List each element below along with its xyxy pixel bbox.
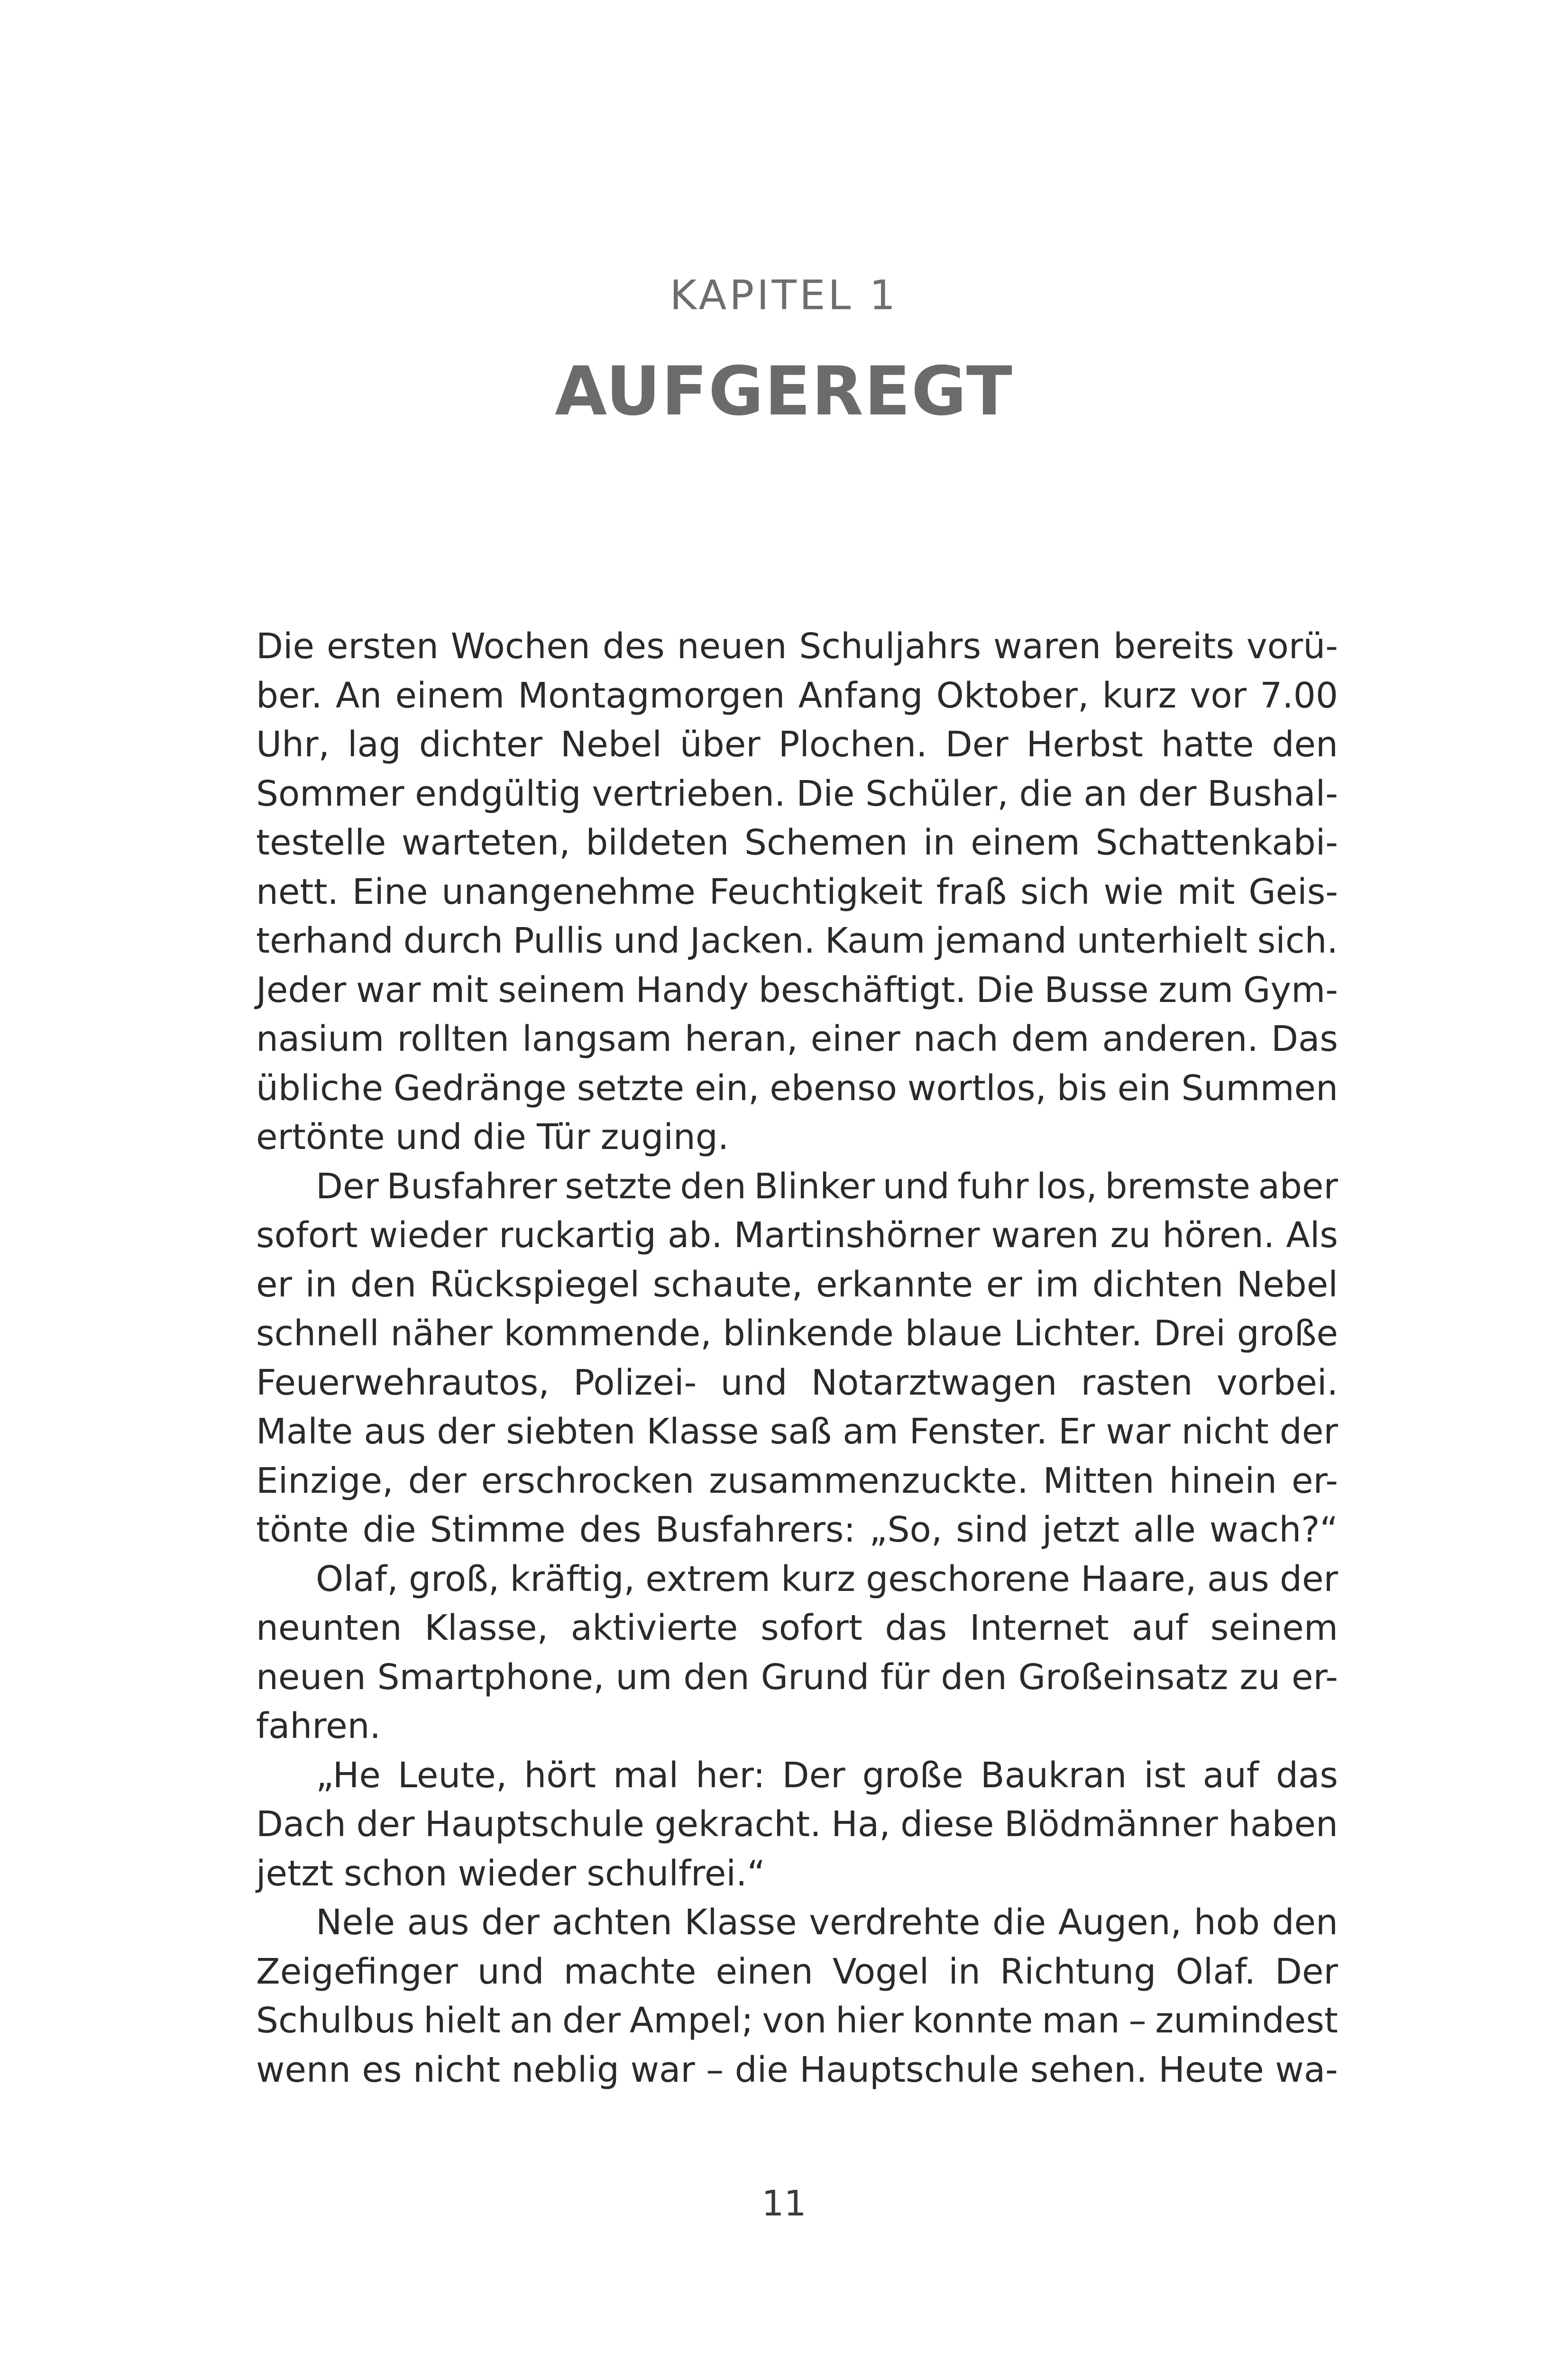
text-line: testelle warteten, bildeten Schemen in einem Schattenkabi-: [256, 822, 1338, 863]
text-line: Sommer endgültig vertrieben. Die Schüler, die an der Bushal-: [256, 773, 1338, 814]
text-line: Nele aus der achten Klasse verdrehte die Augen, hob den: [316, 1902, 1338, 1943]
text-line: Zeigefinger und machte einen Vogel in Richtung Olaf. Der: [256, 1951, 1338, 1992]
text-line: terhand durch Pullis und Jacken. Kaum jemand unterhielt sich.: [256, 920, 1338, 961]
text-line: Der Busfahrer setzte den Blinker und fuhr los, bremste aber: [316, 1166, 1338, 1207]
text-line: ber. An einem Montagmorgen Anfang Oktober, kurz vor 7.00: [256, 675, 1338, 716]
page-number: 11: [761, 2183, 807, 2224]
text-line: Schulbus hielt an der Ampel; von hier konnte man – zumindest: [256, 2000, 1338, 2041]
text-line: ertönte und die Tür zuging.: [256, 1117, 729, 1158]
text-line: Olaf, groß, kräftig, extrem kurz geschorene Haare, aus der: [316, 1558, 1338, 1599]
text-line: Dach der Hauptschule gekracht. Ha, diese Blödmänner haben: [256, 1804, 1338, 1845]
text-line: er in den Rückspiegel schaute, erkannte er im dichten Nebel: [256, 1264, 1338, 1305]
text-line: Einzige, der erschrocken zusammenzuckte. Mitten hinein er-: [256, 1460, 1338, 1501]
text-line: Uhr, lag dichter Nebel über Plochen. Der Herbst hatte den: [256, 724, 1338, 765]
text-line: tönte die Stimme des Busfahrers: „So, sind jetzt alle wach?“: [256, 1509, 1338, 1550]
text-line: neuen Smartphone, um den Grund für den Großeinsatz zu er-: [256, 1656, 1338, 1698]
text-line: Feuerwehrautos, Polizei- und Notarztwagen rasten vorbei.: [256, 1362, 1338, 1403]
text-line: Jeder war mit seinem Handy beschäftigt. Die Busse zum Gym-: [256, 969, 1338, 1011]
chapter-label: KAPITEL 1: [669, 272, 899, 319]
text-line: Malte aus der siebten Klasse saß am Fenster. Er war nicht der: [256, 1411, 1338, 1452]
text-line: übliche Gedränge setzte ein, ebenso wortlos, bis ein Summen: [256, 1067, 1338, 1109]
text-line: „He Leute, hört mal her: Der große Baukran ist auf das: [316, 1755, 1338, 1796]
text-line: neunten Klasse, aktivierte sofort das Internet auf seinem: [256, 1608, 1338, 1648]
text-line: nett. Eine unangenehme Feuchtigkeit fraß sich wie mit Geis-: [256, 871, 1338, 912]
text-line: fahren.: [256, 1706, 381, 1746]
text-line: schnell näher kommende, blinkende blaue Lichter. Drei große: [256, 1313, 1338, 1354]
body-text: [256, 622, 1338, 2095]
text-line: jetzt schon wieder schulfrei.“: [256, 1853, 765, 1894]
chapter-title: AUFGEREGT: [555, 352, 1013, 431]
text-line: Die ersten Wochen des neuen Schuljahrs waren bereits vorü-: [256, 626, 1338, 667]
text-line: nasium rollten langsam heran, einer nach dem anderen. Das: [256, 1019, 1338, 1059]
text-line: wenn es nicht neblig war – die Hauptschule sehen. Heute wa-: [256, 2049, 1338, 2090]
text-line: sofort wieder ruckartig ab. Martinshörner waren zu hören. Als: [256, 1215, 1338, 1256]
